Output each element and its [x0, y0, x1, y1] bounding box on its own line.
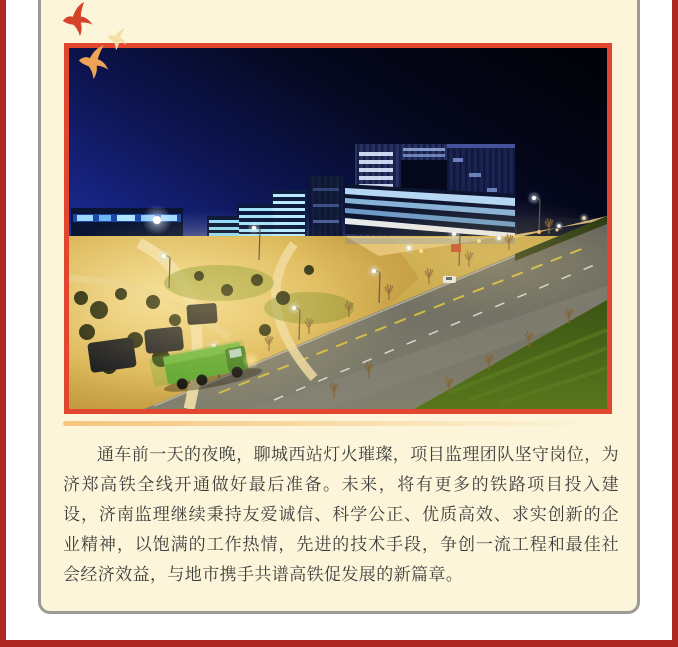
left-red-border: [0, 0, 6, 647]
divider-line: [63, 421, 593, 426]
station-night-photo: [69, 48, 607, 409]
article-paragraph: 通车前一天的夜晚，聊城西站灯火璀璨，项目监理团队坚守岗位，为济郑高铁全线开通做好最后准备。未来，将有更多的铁路项目投入建设，济南监理继续秉持友爱诚信、科学公正、优质高效、求实创新的企业精神，以饱满的工作热情，先进的技术手段，争创一流工程和最佳社会经济效益，与地市携手共谱高铁促发展的新篇章。: [63, 445, 619, 585]
article-panel: [38, 0, 640, 614]
right-red-border: [672, 0, 678, 647]
bottom-red-border: [0, 640, 678, 647]
red-bird-icon: [59, 0, 99, 39]
photo-frame: [64, 43, 612, 414]
orange-bird-icon: [76, 43, 113, 80]
